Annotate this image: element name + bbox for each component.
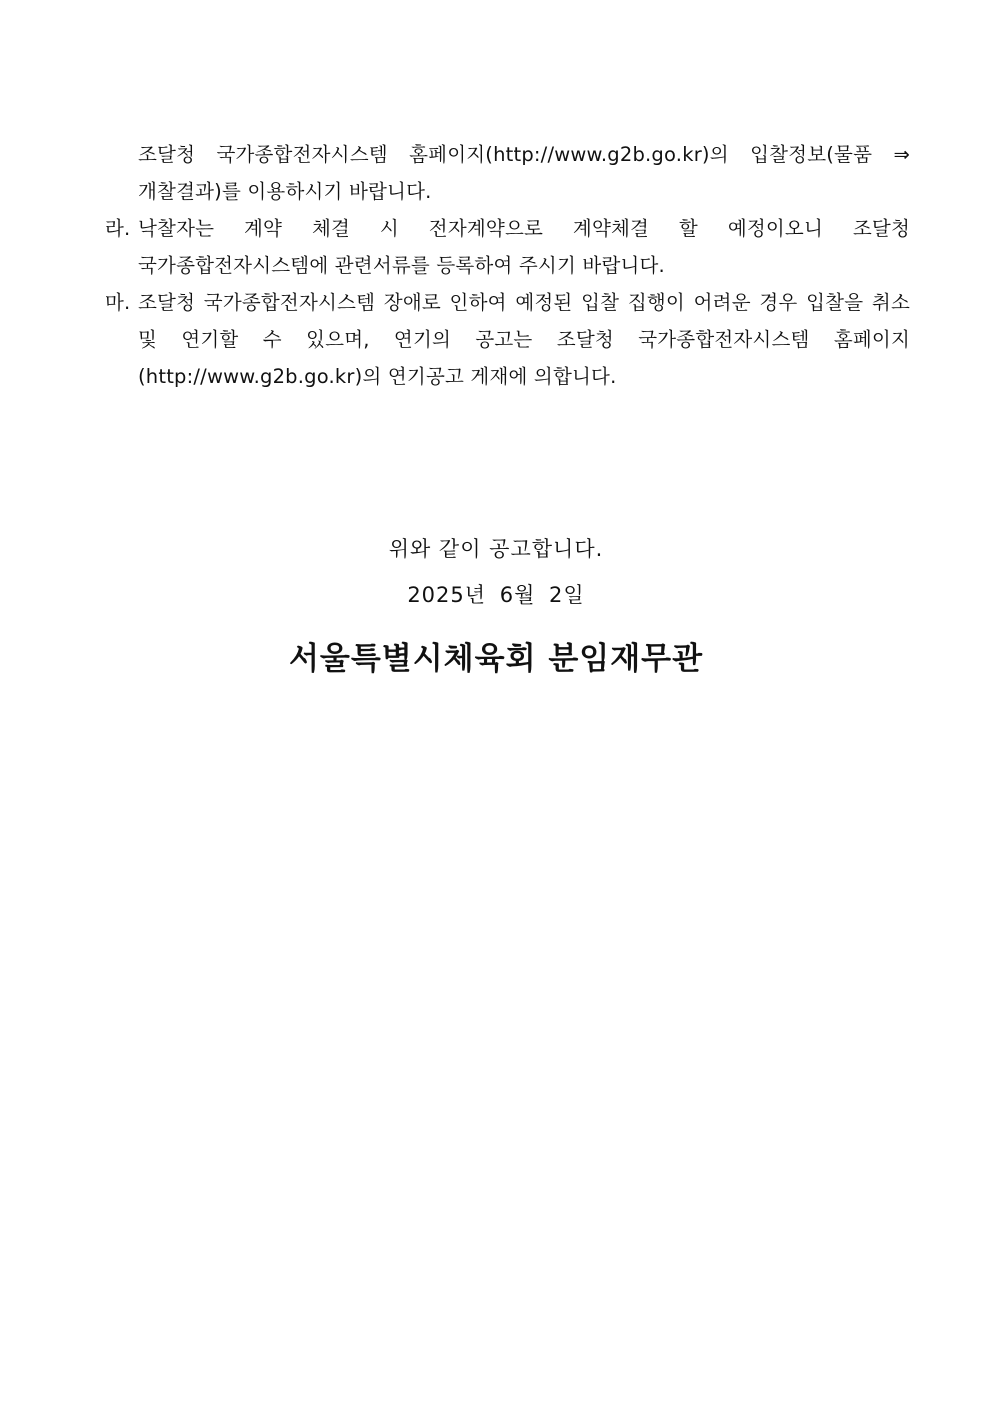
- notice-items: [105, 136, 910, 395]
- item-text: 낙찰자는 계약 체결 시 전자계약으로 계약체결 할 예정이오니 조달청 국가종합전자시스템에 관련서류를 등록하여 주시기 바랍니다.: [138, 217, 910, 277]
- item-text: 조달청 국가종합전자시스템 장애로 인하여 예정된 입찰 집행이 어려운 경우 입찰을 취소 및 연기할 수 있으며, 연기의 공고는 조달청 국가종합전자시스템 홈페이지(http://www.g2b.go.kr)의 연기공고 게재에 의합니다.: [138, 291, 910, 388]
- closing-statement: 위와 같이 공고합니다.: [388, 537, 604, 561]
- notice-item-continuation: [105, 136, 910, 210]
- notice-date: 2025년 6월 2일: [407, 583, 585, 607]
- issuer-name: 서울특별시체육회 분임재무관: [288, 641, 704, 677]
- item-marker: 마.: [105, 291, 131, 314]
- notice-item-ma: [105, 284, 910, 395]
- item-text: 조달청 국가종합전자시스템 홈페이지(http://www.g2b.go.kr)의 입찰정보(물품 ⇒ 개찰결과)를 이용하시기 바랍니다.: [138, 143, 910, 203]
- item-marker: 라.: [105, 217, 131, 240]
- notice-item-ra: [105, 210, 910, 284]
